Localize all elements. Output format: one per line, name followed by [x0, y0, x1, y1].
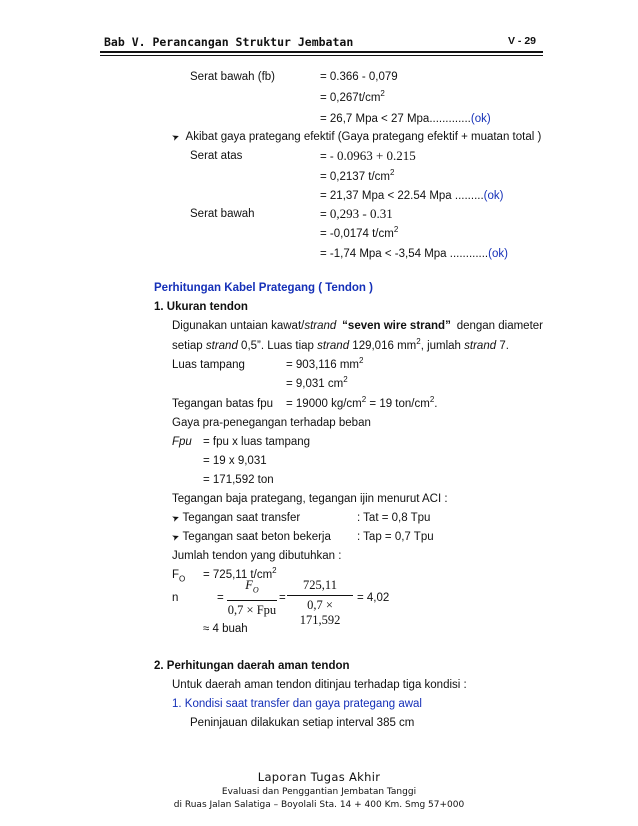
- arrow-bullet-icon: ➤: [170, 512, 181, 525]
- kondisi-item-1: 1. Kondisi saat transfer dan gaya prategang awal: [172, 698, 422, 710]
- n-equals-1: =: [217, 592, 224, 604]
- fraction-fo-over-fpu: [227, 578, 277, 618]
- luas-tampang-label: Luas tampang: [172, 359, 245, 371]
- header-rule-thick: [100, 51, 543, 53]
- bullet-item-gaya-efektif: ➤ Akibat gaya prategang efektif (Gaya prategang efektif + muatan total ): [170, 131, 542, 144]
- fo-val: = 725,11 $t/cm^2$: [203, 566, 277, 581]
- fo-label: $F_O$: [172, 569, 186, 584]
- tegangan-baja-heading: Tegangan baja prategang, tegangan ijin menurut ACI :: [172, 493, 448, 505]
- header-title: Bab V. Perancangan Struktur Jembatan: [104, 35, 354, 49]
- approx-buah: ≈ 4 buah: [203, 623, 248, 635]
- paragraph-strand-1: Digunakan untaian kawat/strand “seven wire strand” dengan diameter: [172, 320, 543, 332]
- serat-bawah-eq1: = 0.366 - 0,079: [320, 71, 398, 83]
- fpu-label: Fpu: [172, 436, 192, 448]
- subsection-1-heading: 1. Ukuran tendon: [154, 301, 248, 313]
- page-number: V - 29: [508, 35, 537, 47]
- section-title: Perhitungan Kabel Prategang ( Tendon ): [154, 282, 373, 294]
- serat-atas-eq1: = - 0.0963 + 0.215: [320, 148, 416, 163]
- serat-bawah2-eq3: = -1,74 Mpa < -3,54 Mpa ............(ok): [320, 248, 508, 260]
- fpu-eq1: = fpu x luas tampang: [203, 436, 311, 448]
- serat-atas-eq2: = 0,2137 $t/cm^2$: [320, 168, 395, 183]
- paragraph-strand-2: setiap strand 0,5”. Luas tiap strand 129,016 $mm^2$, jumlah strand 7.: [172, 337, 509, 352]
- subsection-2-heading: 2. Perhitungan daerah aman tendon: [154, 660, 350, 672]
- footer-title: Laporan Tugas Akhir: [257, 770, 381, 784]
- serat-bawah2-eq1: = 0,293 - 0.31: [320, 206, 393, 221]
- footer-line-2: Evaluasi dan Penggantian Jembatan Tanggi: [221, 787, 417, 797]
- n-result: = 4,02: [357, 592, 390, 604]
- fraction-numerator: 725,11: [303, 578, 337, 592]
- fraction-numeric: [287, 578, 353, 628]
- peninjauan-text: Peninjauan dilakukan setiap interval 385 cm: [190, 717, 415, 729]
- tegangan-bekerja-val: : Tap = 0,7 Tpu: [357, 531, 434, 543]
- fraction-bar: [227, 600, 277, 601]
- fpu-eq2: = 19 x 9,031: [203, 455, 267, 467]
- arrow-bullet-icon: ➤: [170, 531, 181, 544]
- bullet-tegangan-transfer: ➤ Tegangan saat transfer: [170, 512, 301, 525]
- luas-tampang-val2: = 9,031 $cm^2$: [286, 375, 348, 390]
- tegangan-batas-label: Tegangan batas fpu: [172, 398, 274, 410]
- serat-bawah2-label: Serat bawah: [190, 208, 255, 220]
- footer-line-3: di Ruas Jalan Salatiga – Boyolali Sta. 14 + 400 Km. Smg 57+000: [173, 800, 465, 810]
- luas-tampang-val1: = 903,116 $mm^2$: [286, 356, 364, 371]
- fraction-numerator: $F_O$: [245, 578, 259, 595]
- ok-label: (ok): [470, 113, 491, 125]
- fraction-bar: [287, 595, 353, 596]
- gaya-pra-penegangan: Gaya pra-penegangan terhadap beban: [172, 417, 371, 429]
- tegangan-batas-val: = 19000 $kg/cm^2 = 19$ ton/$cm^2$.: [286, 395, 438, 410]
- serat-atas-label: Serat atas: [190, 150, 243, 162]
- header-rule-thin: [100, 55, 543, 56]
- arrow-bullet-icon: ➤: [170, 131, 181, 144]
- tegangan-transfer-val: : Tat = 0,8 Tpu: [357, 512, 431, 524]
- serat-bawah2-eq2: = -0,0174 $t/cm^2$: [320, 225, 399, 240]
- daerah-aman-intro: Untuk daerah aman tendon ditinjau terhadap tiga kondisi :: [172, 679, 467, 691]
- fpu-eq3: = 171,592 ton: [203, 474, 274, 486]
- serat-bawah-eq3: = 26,7 Mpa < 27 Mpa.............(ok): [320, 113, 491, 125]
- fraction-denominator: 0,7 × Fpu: [227, 602, 277, 617]
- bullet-tegangan-bekerja: ➤ Tegangan saat beton bekerja: [170, 531, 331, 544]
- serat-bawah-eq2: = $0,267t/cm^2$: [320, 89, 385, 104]
- jumlah-tendon-heading: Jumlah tendon yang dibutuhkan :: [172, 550, 342, 562]
- serat-bawah-label: Serat bawah (fb): [190, 71, 276, 83]
- n-label: n: [172, 592, 179, 604]
- n-equals-2: =: [279, 592, 286, 604]
- fraction-denominator: 0,7 × 171,592: [299, 598, 341, 627]
- serat-atas-eq3: = 21,37 Mpa < 22.54 Mpa .........(ok): [320, 190, 504, 202]
